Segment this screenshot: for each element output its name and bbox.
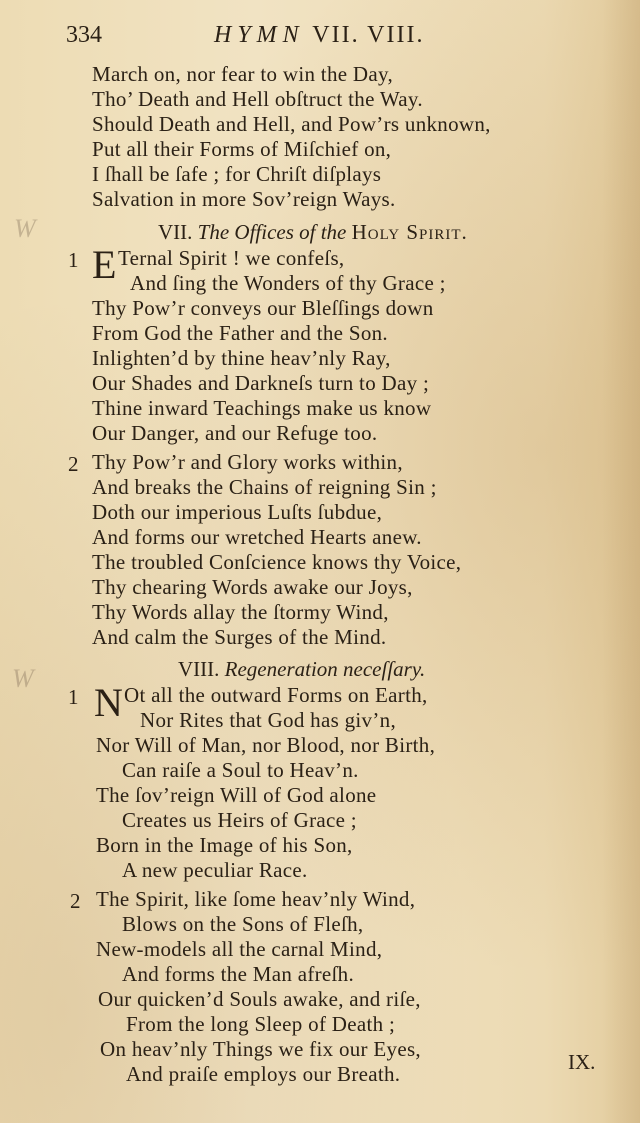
verse-line: Salvation in more Sov’reign Ways. <box>92 187 396 211</box>
verse-line: March on, nor fear to win the Day, <box>92 62 393 86</box>
verse-number: 1 <box>68 685 79 709</box>
verse-line: Ternal Spirit ! we confeſs, <box>118 246 345 270</box>
verse-line: Nor Rites that God has giv’n, <box>140 708 397 732</box>
verse-number: 2 <box>70 889 81 913</box>
hymn-subject: The Offices of the <box>197 220 347 244</box>
verse-line: Born in the Image of his Son, <box>96 833 353 857</box>
hymn-subject-caps: Holy Spirit. <box>351 220 468 244</box>
verse-line: New-models all the carnal Mind, <box>96 937 383 961</box>
running-title-numbers: VII. VIII. <box>312 22 425 48</box>
library-stamp-mark: W <box>12 664 34 693</box>
running-title <box>214 22 424 49</box>
verse-line: Ot all the outward Forms on Earth, <box>124 683 428 707</box>
verse-line: Should Death and Hell, and Pow’rs unknown, <box>92 112 491 136</box>
drop-cap: E <box>92 242 117 287</box>
page-number: 334 <box>66 22 102 48</box>
verse-line: And breaks the Chains of reigning Sin ; <box>92 475 437 499</box>
drop-cap: N <box>94 680 123 725</box>
verse-line: And forms our wretched Hearts anew. <box>92 525 422 549</box>
verse-line: Thine inward Teachings make us know <box>92 396 432 420</box>
verse-line: Our quicken’d Souls awake, and riſe, <box>98 987 421 1011</box>
verse-line: Doth our imperious Luſts ſubdue, <box>92 500 383 524</box>
verse-line: The troubled Conſcience knows thy Voice, <box>92 550 462 574</box>
verse-line: I ſhall be ſafe ; for Chriſt diſplays <box>92 162 382 186</box>
hymn-subject: Regeneration neceſſary. <box>224 657 426 681</box>
running-title-hymn: HYMN <box>214 22 305 48</box>
verse-line: The Spirit, like ſome heav’nly Wind, <box>96 887 416 911</box>
running-header <box>66 22 536 62</box>
verse-line: From God the Father and the Son. <box>92 321 388 345</box>
verse-line: Thy Pow’r and Glory works within, <box>92 450 403 474</box>
verse-line: And ſing the Wonders of thy Grace ; <box>130 271 446 295</box>
verse-line: A new peculiar Race. <box>122 858 308 882</box>
verse-line: Our Danger, and our Refuge too. <box>92 421 378 445</box>
verse-line: Tho’ Death and Hell obſtruct the Way. <box>92 87 423 111</box>
verse-line: And calm the Surges of the Mind. <box>92 625 387 649</box>
verse-line: Put all their Forms of Miſchief on, <box>92 137 392 161</box>
verse-line: Our Shades and Darkneſs turn to Day ; <box>92 371 430 395</box>
verse-line: From the long Sleep of Death ; <box>126 1012 396 1036</box>
hymn-title-vii <box>158 220 468 245</box>
verse-line: Creates us Heirs of Grace ; <box>122 808 357 832</box>
verse-number: 1 <box>68 248 79 272</box>
verse-line: Inlighten’d by thine heav’nly Ray, <box>92 346 391 370</box>
verse-line: And praiſe employs our Breath. <box>126 1062 401 1086</box>
verse-line: Can raiſe a Soul to Heav’n. <box>122 758 359 782</box>
verse-line: And forms the Man afreſh. <box>122 962 355 986</box>
hymn-number: VII. <box>158 220 193 244</box>
library-stamp-mark: W <box>14 214 36 243</box>
verse-number: 2 <box>68 452 79 476</box>
hymn-title-viii <box>178 657 425 682</box>
verse-line: Thy chearing Words awake our Joys, <box>92 575 413 599</box>
page-edge-shading <box>602 0 640 1123</box>
verse-line: Thy Pow’r conveys our Bleſſings down <box>92 296 434 320</box>
verse-line: The ſov’reign Will of God alone <box>96 783 377 807</box>
hymn-number: VIII. <box>178 657 220 681</box>
verse-line: On heav’nly Things we fix our Eyes, <box>100 1037 421 1061</box>
verse-line: Thy Words allay the ſtormy Wind, <box>92 600 389 624</box>
verse-line: Nor Will of Man, nor Blood, nor Birth, <box>96 733 436 757</box>
catchword: IX. <box>568 1050 596 1074</box>
verse-line: Blows on the Sons of Fleſh, <box>122 912 364 936</box>
